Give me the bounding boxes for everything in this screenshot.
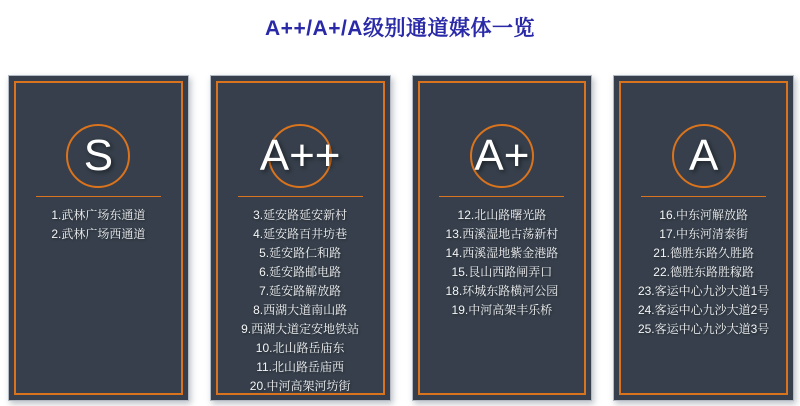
media-list-item: 6.延安路邮电路 [259,265,342,279]
media-list [614,206,793,339]
media-list-item: 7.延安路解放路 [259,284,342,298]
grade-label: A+ [474,131,530,180]
grade-area [413,76,592,196]
divider-line [439,196,564,197]
grade-area [614,76,793,196]
media-list-item: 22.德胜东路胜稼路 [653,265,754,279]
divider-line [238,196,363,197]
media-list-item: 4.延安路百井坊巷 [253,227,348,241]
grade-card-a-plus [412,75,593,401]
media-list-item: 14.西溪湿地紫金港路 [445,246,559,260]
media-list-item: 12.北山路曙光路 [457,208,547,222]
media-list-item: 23.客运中心九沙大道1号 [637,284,770,298]
media-list-item: 16.中东河解放路 [659,208,748,222]
media-list-item: 11.北山路岳庙西 [256,360,345,374]
page-title: A++/A+/A级别通道媒体一览 [265,17,535,40]
media-list-item: 15.艮山西路闸弄口 [451,265,553,279]
media-list-item: 21.德胜东路久胜路 [653,246,754,260]
media-list-item: 1.武林广场东通道 [51,208,146,222]
grade-area [211,76,390,196]
media-list [9,206,188,244]
grade-label: A++ [259,131,341,180]
media-list-item: 17.中东河清泰街 [659,227,748,241]
divider-line [36,196,161,197]
grade-card-s [8,75,189,401]
grade-card-a [613,75,794,401]
media-list-item: 8.西湖大道南山路 [253,303,348,317]
media-list-item: 25.客运中心九沙大道3号 [637,322,770,336]
media-list-item: 20.中河高架河坊街 [249,379,351,393]
media-list-item: 3.延安路延安新村 [253,208,348,222]
grade-label: S [83,131,114,180]
media-list-item: 2.武林广场西通道 [51,227,146,241]
divider-line [641,196,766,197]
media-list-item: 18.环城东路横河公园 [445,284,559,298]
media-list-item: 9.西湖大道定安地铁站 [241,322,360,336]
grade-card-a-plus-plus [210,75,391,401]
media-list-item: 19.中河高架丰乐桥 [451,303,553,317]
media-list-item: 24.客运中心九沙大道2号 [637,303,770,317]
grade-area [9,76,188,196]
media-list [413,206,592,320]
media-list [211,206,390,396]
grade-cards-row [8,75,794,401]
media-list-item: 13.西溪湿地古荡新村 [445,227,559,241]
media-list-item: 5.延安路仁和路 [259,246,342,260]
media-list-item: 10.北山路岳庙东 [255,341,345,355]
grade-label: A [688,131,719,180]
